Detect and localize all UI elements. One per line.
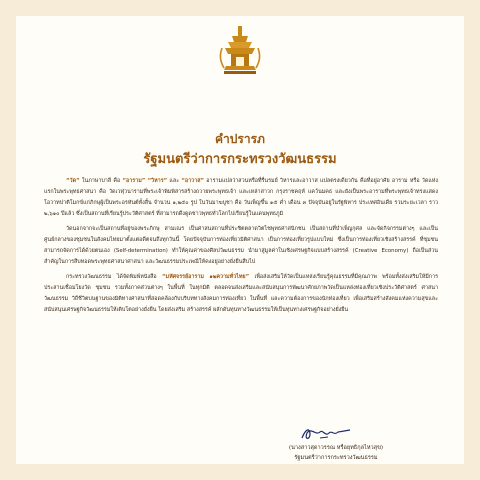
signatory-title: รัฐมนตรีว่าการกระทรวงวัฒนธรรม [294, 455, 378, 461]
book-title: “มหัศจรรย์อาราม ๑๒ความทั่วไทย” [161, 274, 250, 280]
signatory-name: (นางสาวสุดาวรรณ หรือยุทธิกุลไหวสุข) [288, 445, 384, 451]
term-wat: “วัด” [66, 178, 80, 184]
term-aram: “อาราม” [122, 178, 146, 184]
term-vihara: “วิหาร” [147, 178, 168, 184]
paragraph-1: “วัด” ในภาษาบาลี คือ “อาราม” “วิหาร” และ “อาวาส” อารามแปลว่าสวนหรือที่รื่นรมย์ วิหารและอาวาส แปลตรงเดียวกัน คือที่อยู่อาศัย อาราม หรือ วัดแห่งแรกในพระพุทธศาสนา คือ วัดเวฬุวนารามที่พระเจ้าพิมพิสารสร้างถวายพระพุทธเจ้า และเหล่าสาวก กรุงราชคฤห์ แคว้นมคธ และยังเป็นพระอารามที่พระพุทธเจ้าทรงแสดงโอวาทปาติโมกข์แก่ภิกษุผู้เป็นพระอรหันต์ทั้งสิ้น จำนวน ๑,๒๕๐ รูป ในวันมาฆบูชา คือ วันเพ็ญขึ้น ๑๕ ค่ำ เดือน ๓ ปัจจุบันอยู่ในรัฐพิหาร ประเทศอินเดีย รวมระยะเวลา ราว ๒,๖๑๐ ปีแล้ว ซึ่งเป็นสถานที่เรียนรู้ประวัติศาสตร์ ที่สามารถดึงดูดชาวพุทธทั่วโลกไปเรียนรู้ในแดนพุทธภูมิ [44, 178, 438, 217]
author-title-heading: รัฐมนตรีว่าการกระทรวงวัฒนธรรม [143, 152, 337, 167]
ministry-of-culture-emblem-icon [218, 24, 262, 76]
page-heading: คำปรารภ [215, 132, 265, 146]
foreword-page [16, 16, 464, 464]
foreword-body [44, 176, 438, 320]
paragraph-2: วัดนอกจากจะเป็นสถานที่อยู่ของพระภิกษุ สามเณร เป็นศาสนสถานที่ประชิตตลาดวิตไชพุทธศาสนิกชน เป็นสถานที่บำเพ็ญกุศล และจัดกิจกรรมต่างๆ และเป็นศูนย์กลางของชุมชนในสังคมไทยมาตั้งแต่อดีตจนถึงทุกวันนี้ โดยปัจจุบันการท่องเที่ยวมิติศาสนา เป็นการท่องเที่ยวรูปแบบใหม่ ซึ่งเป็นการท่องเที่ยวเชิงสร้างสรรค์ ที่ชุมชนสามารถจัดการได้ด้วยตนเอง (Self-determination) ทำให้คุณค่าของศิลปวัฒนธรรม นำมาสู่มูลค่าในเชิงเศรษฐกิจแบบสร้างสรรค์ (Creative Economy) ถือเป็นส่วนสำคัญในการสืบทอดพระพุทธศาสนาศาสนา และวัฒนธรรมประเพณีให้คงอยู่อย่างยั่งยืนสืบไป [44, 226, 438, 265]
term-avasa: “อาวาส” [181, 178, 205, 184]
handwritten-signature-icon [298, 424, 354, 444]
paragraph-3: กระทรวงวัฒนธรรม ได้จัดพิมพ์หนังสือ “มหัศจรรย์อาราม ๑๒ความทั่วไทย” เพื่อส่งเสริมให้วัดเป็นแหล่งเรียนรู้คุณธรรมที่มีคุณภาพ พร้อมทั้งส่งเสริมให้มีการประสานเชื่อมโยงวัด ชุมชน รวมทั้งภาคส่วนต่างๆ ในพื้นที่ ในทุกมิติ ตลอดจนส่งเสริมและสนับสนุนการพัฒนาศักยภาพวัดเป็นแหล่งท่องเที่ยวเชิงประวัติศาสตร์ ศาสนา วัฒนธรรม วิถีชีวิตบนฐานของมิติทางศาสนาที่สอดคล้องกับบริบททางสังคมการท่องเที่ยว ในพื้นที่ และความต้องการของนักท่องเที่ยว เพื่อเสริมสร้างสังคมแห่งความสุขและสนับสนุนเศรษฐกิจวัฒนธรรมให้เติบโตอย่างยั่งยืน โดยส่งเสริม สร้างสรรค์ ผลักดันทุนทางวัฒนธรรมให้เป็นทุนทางเศรษฐกิจอย่างยั่งยืน [44, 274, 438, 313]
